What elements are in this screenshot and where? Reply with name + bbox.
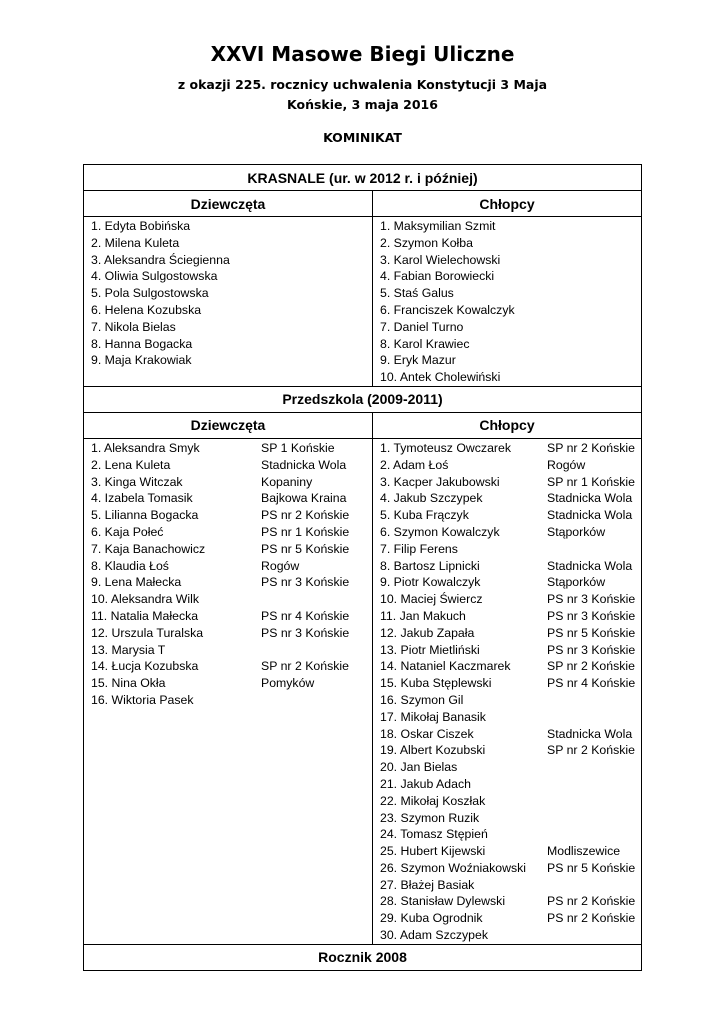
participant-name: 15. Nina Okła bbox=[91, 676, 166, 691]
participant-school: PS nr 5 Końskie bbox=[261, 541, 350, 556]
participant-school: Stadnicka Wola bbox=[547, 508, 633, 523]
participant-name: 4. Jakub Szczypek bbox=[380, 491, 483, 506]
participant-name: 3. Karol Wielechowski bbox=[380, 252, 501, 267]
section-title-przedszkola: Przedszkola (2009-2011) bbox=[84, 386, 642, 412]
participant-name: 5. Staś Galus bbox=[380, 286, 454, 301]
list-item bbox=[91, 336, 368, 353]
participant-name: 14. Nataniel Kaczmarek bbox=[380, 659, 511, 674]
participant-name: 7. Kaja Banachowicz bbox=[91, 541, 206, 556]
participant-name: 29. Kuba Ogrodnik bbox=[380, 911, 483, 926]
document-subtitle-place-date: Końskie, 3 maja 2016 bbox=[287, 97, 438, 112]
list-item bbox=[91, 675, 368, 692]
participant-school: PS nr 4 Końskie bbox=[261, 608, 350, 623]
participant-school: Rogów bbox=[261, 558, 300, 573]
participant-name: 6. Kaja Połeć bbox=[91, 524, 164, 539]
participant-name: 3. Kinga Witczak bbox=[91, 474, 183, 489]
list-krasnale-girls bbox=[84, 217, 373, 387]
column-header-boys: Chłopcy bbox=[373, 191, 642, 217]
participant-name: 16. Wiktoria Pasek bbox=[91, 692, 194, 707]
list-item bbox=[380, 625, 637, 642]
participant-school: SP 1 Końskie bbox=[261, 440, 335, 455]
participant-name: 11. Jan Makuch bbox=[380, 608, 466, 623]
participant-name: 1. Maksymilian Szmit bbox=[380, 219, 496, 233]
participant-name: 13. Marysia T bbox=[91, 642, 166, 657]
document-title: XXVI Masowe Biegi Uliczne bbox=[210, 42, 515, 66]
participant-school: PS nr 2 Końskie bbox=[547, 911, 636, 926]
participant-school: SP nr 1 Końskie bbox=[547, 474, 635, 489]
participant-name: 14. Łucja Kozubska bbox=[91, 659, 199, 674]
list-item bbox=[380, 252, 637, 269]
participant-school: Stadnicka Wola bbox=[547, 558, 633, 573]
participant-school: PS nr 4 Końskie bbox=[547, 676, 636, 691]
list-item bbox=[91, 558, 368, 575]
list-krasnale-boys bbox=[373, 217, 642, 387]
list-item bbox=[380, 369, 637, 386]
participant-name: 2. Lena Kuleta bbox=[91, 457, 171, 472]
list-item bbox=[91, 642, 368, 659]
participant-name: 3. Kacper Jakubowski bbox=[380, 474, 500, 489]
list-item bbox=[91, 218, 368, 235]
participant-name: 26. Szymon Woźniakowski bbox=[380, 860, 527, 875]
list-item bbox=[91, 457, 368, 474]
list-item bbox=[380, 352, 637, 369]
participant-name: 27. Błażej Basiak bbox=[380, 877, 475, 892]
list-item bbox=[380, 440, 637, 457]
participant-school: PS nr 3 Końskie bbox=[547, 592, 636, 607]
participant-school: Kopaniny bbox=[261, 474, 313, 489]
participant-school: PS nr 5 Końskie bbox=[547, 625, 636, 640]
list-item bbox=[380, 810, 637, 827]
participant-school: PS nr 2 Końskie bbox=[547, 894, 636, 909]
list-przedszkola-girls bbox=[84, 438, 373, 944]
participant-school: Modliszewice bbox=[547, 844, 621, 859]
list-item bbox=[380, 541, 637, 558]
participant-school: PS nr 3 Końskie bbox=[547, 642, 636, 657]
participant-name: 6. Helena Kozubska bbox=[91, 302, 202, 317]
participant-name: 16. Szymon Gil bbox=[380, 692, 464, 707]
list-item bbox=[380, 524, 637, 541]
list-item bbox=[380, 490, 637, 507]
participant-school: SP nr 2 Końskie bbox=[547, 440, 635, 455]
participant-name: 4. Oliwia Sulgostowska bbox=[91, 269, 218, 284]
list-item bbox=[91, 319, 368, 336]
results-table bbox=[83, 164, 642, 971]
participant-name: 9. Maja Krakowiak bbox=[91, 353, 192, 368]
list-item bbox=[380, 692, 637, 709]
participant-name: 18. Oskar Ciszek bbox=[380, 726, 474, 741]
participant-name: 11. Natalia Małecka bbox=[91, 608, 199, 623]
participant-name: 5. Kuba Frączyk bbox=[380, 508, 469, 523]
section-title-krasnale: KRASNALE (ur. w 2012 r. i później) bbox=[84, 165, 642, 191]
list-item bbox=[380, 793, 637, 810]
participant-name: 1. Edyta Bobińska bbox=[91, 219, 191, 233]
participant-name: 8. Karol Krawiec bbox=[380, 336, 470, 351]
participant-name: 6. Szymon Kowalczyk bbox=[380, 524, 500, 539]
list-item bbox=[380, 910, 637, 927]
list-item bbox=[380, 742, 637, 759]
list-item bbox=[380, 675, 637, 692]
list-item bbox=[91, 285, 368, 302]
participant-school: PS nr 3 Końskie bbox=[261, 625, 350, 640]
participant-name: 1. Aleksandra Smyk bbox=[91, 440, 200, 455]
participant-name: 20. Jan Bielas bbox=[380, 760, 458, 775]
participant-name: 7. Daniel Turno bbox=[380, 319, 464, 334]
list-item bbox=[380, 457, 637, 474]
participant-name: 4. Izabela Tomasik bbox=[91, 491, 193, 506]
participant-name: 3. Aleksandra Ściegienna bbox=[91, 252, 230, 267]
participant-name: 23. Szymon Ruzik bbox=[380, 810, 480, 825]
participant-name: 21. Jakub Adach bbox=[380, 776, 471, 791]
participant-name: 25. Hubert Kijewski bbox=[380, 844, 486, 859]
participant-name: 7. Nikola Bielas bbox=[91, 319, 176, 334]
participant-school: SP nr 2 Końskie bbox=[261, 659, 349, 674]
list-item bbox=[380, 776, 637, 793]
participant-name: 8. Bartosz Lipnicki bbox=[380, 558, 480, 573]
participant-name: 2. Szymon Kołba bbox=[380, 235, 473, 250]
participant-name: 9. Piotr Kowalczyk bbox=[380, 575, 481, 590]
column-header-girls: Dziewczęta bbox=[84, 412, 373, 438]
list-item bbox=[380, 826, 637, 843]
list-item bbox=[91, 302, 368, 319]
list-item bbox=[380, 642, 637, 659]
list-item bbox=[91, 625, 368, 642]
participant-name: 15. Kuba Stęplewski bbox=[380, 676, 492, 691]
list-item bbox=[91, 252, 368, 269]
participant-name: 1. Tymoteusz Owczarek bbox=[380, 440, 511, 455]
list-item bbox=[91, 608, 368, 625]
list-item bbox=[380, 843, 637, 860]
list-item bbox=[380, 726, 637, 743]
list-item bbox=[380, 927, 637, 944]
list-item bbox=[380, 235, 637, 252]
list-item bbox=[380, 558, 637, 575]
column-header-girls: Dziewczęta bbox=[84, 191, 373, 217]
list-item bbox=[91, 235, 368, 252]
list-item bbox=[380, 507, 637, 524]
list-item bbox=[380, 336, 637, 353]
list-item bbox=[380, 302, 637, 319]
list-item bbox=[380, 658, 637, 675]
participant-school: Stadnicka Wola bbox=[547, 491, 633, 506]
participant-school: PS nr 3 Końskie bbox=[261, 575, 350, 590]
participant-name: 17. Mikołaj Banasik bbox=[380, 709, 486, 724]
participant-name: 24. Tomasz Stępień bbox=[380, 827, 488, 842]
section-title-rocznik-2008: Rocznik 2008 bbox=[84, 944, 642, 970]
participant-name: 10. Antek Cholewiński bbox=[380, 370, 501, 385]
list-item bbox=[380, 709, 637, 726]
list-item bbox=[91, 268, 368, 285]
participant-name: 9. Lena Małecka bbox=[91, 575, 182, 590]
list-item bbox=[91, 490, 368, 507]
list-item bbox=[380, 759, 637, 776]
list-item bbox=[91, 474, 368, 491]
list-item bbox=[91, 574, 368, 591]
participant-name: 10. Maciej Świercz bbox=[380, 592, 483, 607]
document-komunikat-heading: KOMINIKAT bbox=[323, 130, 402, 145]
participant-school: PS nr 3 Końskie bbox=[547, 608, 636, 623]
participant-school: SP nr 2 Końskie bbox=[547, 659, 635, 674]
participant-name: 9. Eryk Mazur bbox=[380, 353, 456, 368]
participant-name: 12. Urszula Turalska bbox=[91, 625, 204, 640]
list-item bbox=[91, 692, 368, 709]
participant-name: 5. Pola Sulgostowska bbox=[91, 286, 209, 301]
participant-name: 10. Aleksandra Wilk bbox=[91, 592, 199, 607]
participant-school: Bajkowa Kraina bbox=[261, 491, 347, 506]
participant-name: 2. Adam Łoś bbox=[380, 457, 449, 472]
participant-name: 6. Franciszek Kowalczyk bbox=[380, 302, 515, 317]
participant-name: 8. Klaudia Łoś bbox=[91, 558, 169, 573]
participant-name: 12. Jakub Zapała bbox=[380, 625, 475, 640]
list-item bbox=[380, 877, 637, 894]
list-item bbox=[380, 860, 637, 877]
participant-school: Stąporków bbox=[547, 524, 606, 539]
participant-name: 4. Fabian Borowiecki bbox=[380, 269, 495, 284]
list-item bbox=[380, 574, 637, 591]
participant-name: 13. Piotr Mietliński bbox=[380, 642, 480, 657]
participant-name: 22. Mikołaj Koszłak bbox=[380, 793, 486, 808]
participant-school: Stadnicka Wola bbox=[261, 457, 347, 472]
participant-name: 30. Adam Szczypek bbox=[380, 928, 488, 943]
list-item bbox=[91, 541, 368, 558]
list-item bbox=[380, 268, 637, 285]
participant-school: Stadnicka Wola bbox=[547, 726, 633, 741]
participant-school: PS nr 2 Końskie bbox=[261, 508, 350, 523]
participant-school: PS nr 5 Końskie bbox=[547, 860, 636, 875]
list-item bbox=[91, 352, 368, 369]
list-item bbox=[91, 658, 368, 675]
participant-name: 2. Milena Kuleta bbox=[91, 235, 180, 250]
participant-school: Pomyków bbox=[261, 676, 315, 691]
list-item bbox=[380, 218, 637, 235]
participant-school: PS nr 1 Końskie bbox=[261, 524, 350, 539]
participant-name: 5. Lilianna Bogacka bbox=[91, 508, 199, 523]
list-item bbox=[380, 285, 637, 302]
participant-name: 19. Albert Kozubski bbox=[380, 743, 486, 758]
list-item bbox=[380, 591, 637, 608]
column-header-boys: Chłopcy bbox=[373, 412, 642, 438]
participant-name: 7. Filip Ferens bbox=[380, 541, 458, 556]
participant-school: SP nr 2 Końskie bbox=[547, 743, 635, 758]
list-item bbox=[91, 591, 368, 608]
participant-school: Stąporków bbox=[547, 575, 606, 590]
document-subtitle-occasion: z okazji 225. rocznicy uchwalenia Konstytucji 3 Maja bbox=[177, 77, 548, 92]
list-item bbox=[91, 507, 368, 524]
list-przedszkola-boys bbox=[373, 438, 642, 944]
participant-name: 8. Hanna Bogacka bbox=[91, 336, 193, 351]
participant-name: 28. Stanisław Dylewski bbox=[380, 894, 506, 909]
list-item bbox=[91, 440, 368, 457]
list-item bbox=[91, 524, 368, 541]
participant-school: Rogów bbox=[547, 457, 586, 472]
list-item bbox=[380, 474, 637, 491]
list-item bbox=[380, 893, 637, 910]
list-item bbox=[380, 608, 637, 625]
list-item bbox=[380, 319, 637, 336]
